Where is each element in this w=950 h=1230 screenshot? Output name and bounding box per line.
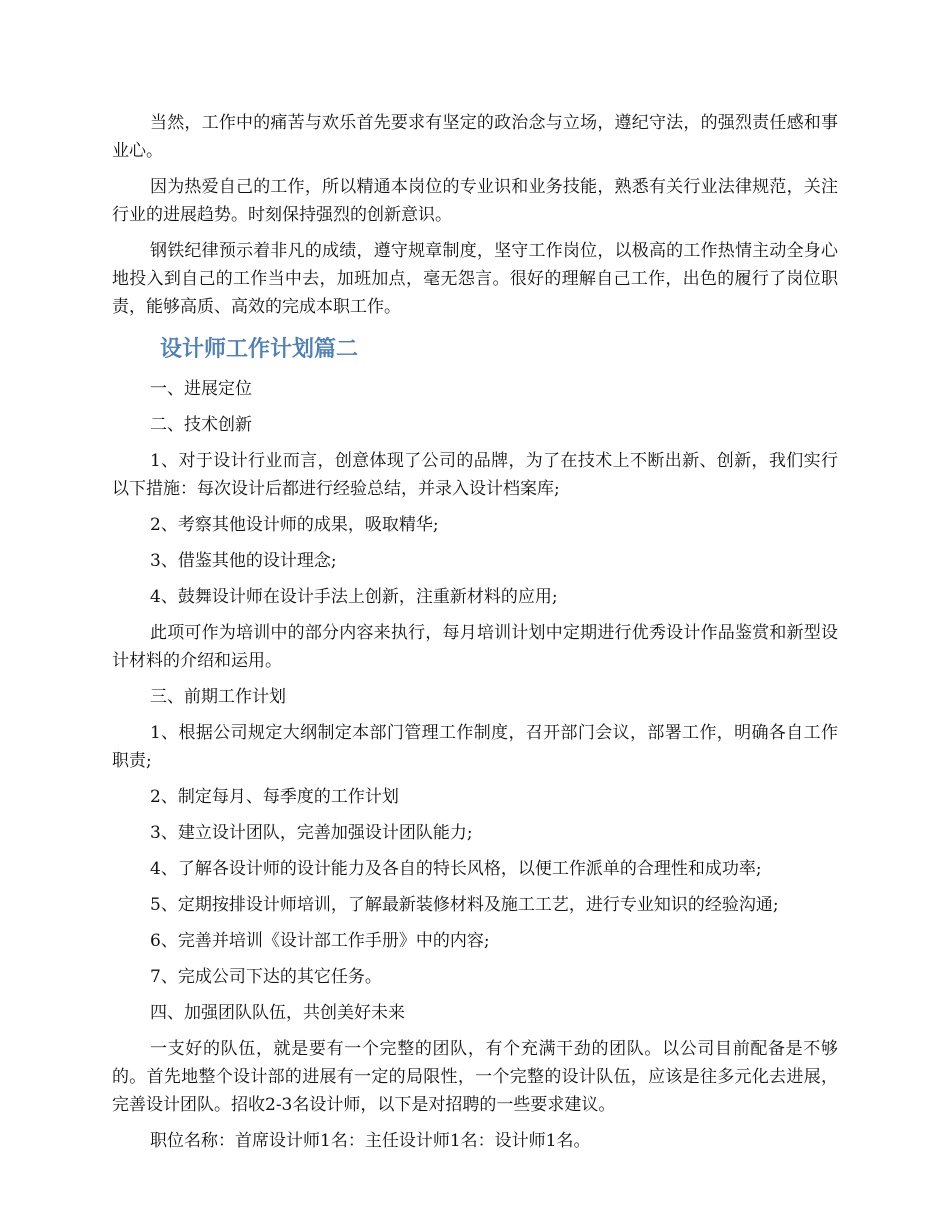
intro-paragraph-2: 因为热爱自己的工作，所以精通本岗位的专业识和业务技能，熟悉有关行业法律规范，关注行业的进展趋势。时刻保持强烈的创新意识。 [112,177,838,225]
intro-paragraph-3: 钢铁纪律预示着非凡的成绩，遵守规章制度，坚守工作岗位，以极高的工作热情主动全身心地投入到自己的工作当中去，加班加点，毫无怨言。很好的理解自己工作，出色的履行了岗位职责，能够高质、高效的完成本职工作。 [112,241,838,317]
section-heading-team: 四、加强团队队伍，共创美好未来 [150,1003,405,1023]
section-title: 设计师工作计划篇二 [160,337,359,362]
section-heading-innovation: 二、技术创新 [150,415,252,435]
innovation-note: 此项可作为培训中的部分内容来执行，每月培训计划中定期进行优秀设计作品鉴赏和新型设计材料的介绍和运用。 [112,623,838,671]
innovation-item-4: 4、鼓舞设计师在设计手法上创新，注重新材料的应用; [150,587,558,607]
innovation-item-1: 1、对于设计行业而言，创意体现了公司的品牌，为了在技术上不断出新、创新，我们实行以下措施：每次设计后都进行经验总结，并录入设计档案库; [112,451,838,499]
plan-item-4: 4、了解各设计师的设计能力及各自的特长风格，以便工作派单的合理性和成功率; [150,859,762,879]
plan-item-5: 5、定期按排设计师培训，了解最新装修材料及施工工艺，进行专业知识的经验沟通; [150,895,779,915]
intro-paragraph-1: 当然，工作中的痛苦与欢乐首先要求有坚定的政治念与立场，遵纪守法，的强烈责任感和事业心。 [112,113,838,161]
positions-paragraph: 职位名称：首席设计师1名：主任设计师1名：设计师1名。 [150,1131,591,1151]
plan-item-2: 2、制定每月、每季度的工作计划 [150,787,399,807]
plan-item-1: 1、根据公司规定大纲制定本部门管理工作制度，召开部门会议，部署工作，明确各自工作职责; [112,723,838,771]
team-paragraph: 一支好的队伍，就是要有一个完整的团队，有个充满干劲的团队。以公司目前配备是不够的。首先地整个设计部的进展有一定的局限性，一个完整的设计队伍，应该是往多元化去进展，完善设计团队。招收2-3名设计师，以下是对招聘的一些要求建议。 [112,1039,838,1115]
innovation-item-3: 3、借鉴其他的设计理念; [150,551,337,571]
innovation-item-2: 2、考察其他设计师的成果，吸取精华; [150,515,439,535]
section-heading-positioning: 一、进展定位 [150,379,252,399]
plan-item-6: 6、完善并培训《设计部工作手册》中的内容; [150,931,490,951]
section-heading-plan: 三、前期工作计划 [150,687,286,707]
plan-item-7: 7、完成公司下达的其它任务。 [150,967,382,987]
plan-item-3: 3、建立设计团队，完善加强设计团队能力; [150,823,473,843]
